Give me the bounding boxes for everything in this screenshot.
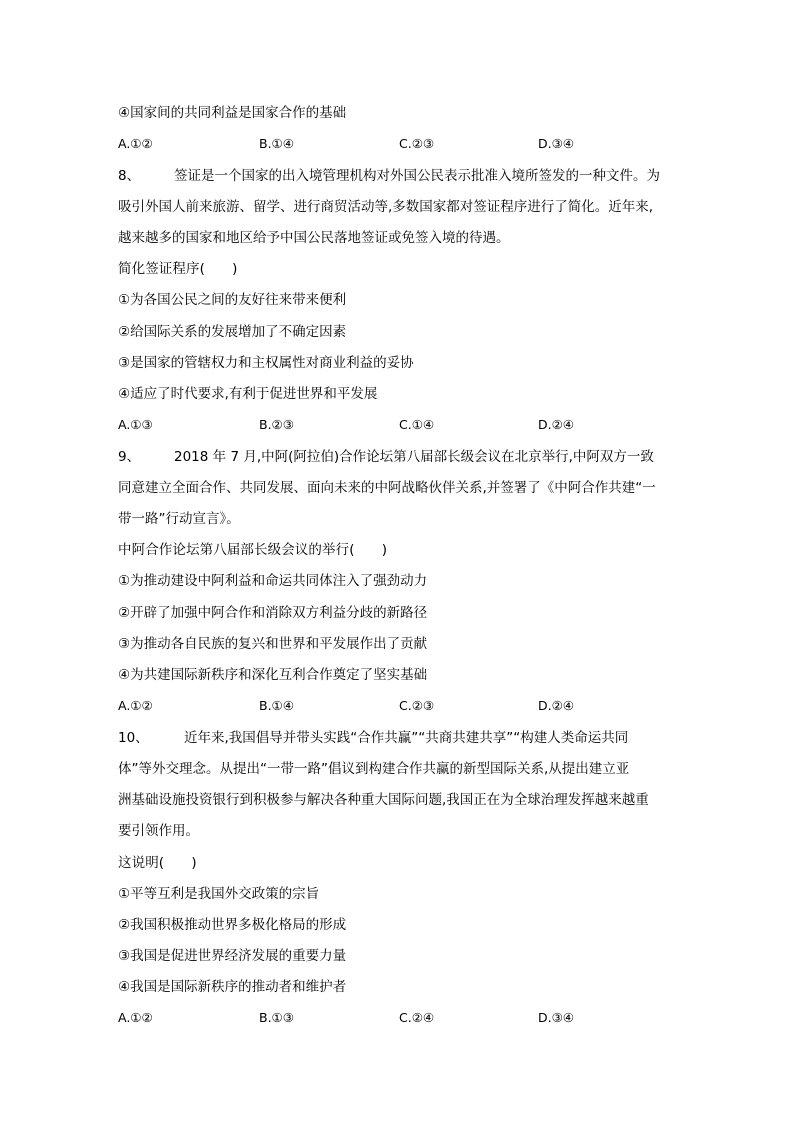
q9-option-c: C.②③: [399, 698, 435, 713]
q8-text-2: 吸引外国人前来旅游、留学、进行商贸活动等,多数国家都对签证程序进行了简化。近年来,: [118, 199, 654, 215]
q10-text-1: 近年来,我国倡导并带头实践“合作共赢”“共商共建共享”“构建人类命运共同: [184, 730, 629, 746]
q10-option-b: B.①③: [259, 1010, 294, 1025]
q10-option-c: C.②④: [399, 1010, 435, 1025]
q8-item-3: ③是国家的管辖权力和主权属性对商业利益的妥协: [118, 355, 414, 371]
q9-line-1: [118, 447, 688, 467]
q9-option-a: A.①②: [118, 698, 153, 713]
q8-option-a: A.①③: [118, 417, 153, 432]
q9-options: [118, 696, 688, 716]
q10-item-3: ③我国是促进世界经济发展的重要力量: [118, 948, 347, 964]
q8-number: 8、: [118, 168, 141, 184]
q9-number: 9、: [118, 449, 141, 465]
q7-option-c: C.②③: [399, 136, 435, 151]
q7-options: [118, 134, 688, 154]
q10-text-4: 要引领作用。: [118, 823, 199, 839]
q8-item-1: ①为各国公民之间的友好往来带来便利: [118, 292, 347, 308]
q10-item-4: ④我国是国际新秩序的推动者和维护者: [118, 979, 347, 995]
q8-options: [118, 415, 688, 435]
q9-text-1: 2018 年 7 月,中阿(阿拉伯)合作论坛第八届部长级会议在北京举行,中阿双方一致: [174, 449, 654, 465]
q8-line-1: [118, 166, 688, 186]
q9-item-3: ③为推动各自民族的复兴和世界和平发展作出了贡献: [118, 636, 428, 652]
q7-option-b: B.①④: [259, 136, 294, 151]
q10-option-a: A.①②: [118, 1010, 153, 1025]
q8-item-2: ②给国际关系的发展增加了不确定因素: [118, 324, 347, 340]
q8-text-3: 越来越多的国家和地区给予中国公民落地签证或免签入境的待遇。: [118, 230, 510, 246]
q10-stem: 这说明( ): [118, 855, 197, 871]
q10-item-1: ①平等互利是我国外交政策的宗旨: [118, 886, 320, 902]
q10-number: 10、: [118, 730, 149, 746]
q10-options: [118, 1008, 688, 1028]
q8-text-1: 签证是一个国家的出入境管理机构对外国公民表示批准入境所签发的一种文件。为: [174, 168, 660, 184]
q10-text-2: 体”等外交理念。从提出“一带一路”倡议到构建合作共赢的新型国际关系,从提出建立亚: [118, 761, 630, 777]
q7-option-d: D.③④: [538, 136, 575, 151]
q8-stem: 简化签证程序( ): [118, 261, 238, 277]
q9-option-b: B.①④: [259, 698, 294, 713]
q7-option-a: A.①②: [118, 136, 153, 151]
q9-option-d: D.②④: [538, 698, 575, 713]
q8-option-d: D.②④: [538, 417, 575, 432]
q8-option-c: C.①④: [399, 417, 435, 432]
q10-option-d: D.③④: [538, 1010, 575, 1025]
q7-item-4: ④国家间的共同利益是国家合作的基础: [118, 105, 347, 121]
q9-text-3: 带一路”行动宣言》。: [118, 511, 240, 527]
q8-item-4: ④适应了时代要求,有利于促进世界和平发展: [118, 386, 378, 402]
q9-text-2: 同意建立全面合作、共同发展、面向未来的中阿战略伙伴关系,并签署了《中阿合作共建“一: [118, 480, 656, 496]
q9-stem: 中阿合作论坛第八届部长级会议的举行( ): [118, 542, 388, 558]
q8-option-b: B.②③: [259, 417, 294, 432]
q9-item-2: ②开辟了加强中阿合作和消除双方利益分歧的新路径: [118, 605, 428, 621]
q9-item-4: ④为共建国际新秩序和深化互利合作奠定了坚实基础: [118, 667, 428, 683]
q10-line-1: [118, 728, 688, 748]
q10-item-2: ②我国积极推动世界多极化格局的形成: [118, 917, 347, 933]
q10-text-3: 洲基础设施投资银行到积极参与解决各种重大国际问题,我国正在为全球治理发挥越来越重: [118, 792, 649, 808]
q9-item-1: ①为推动建设中阿利益和命运共同体注入了强劲动力: [118, 573, 428, 589]
